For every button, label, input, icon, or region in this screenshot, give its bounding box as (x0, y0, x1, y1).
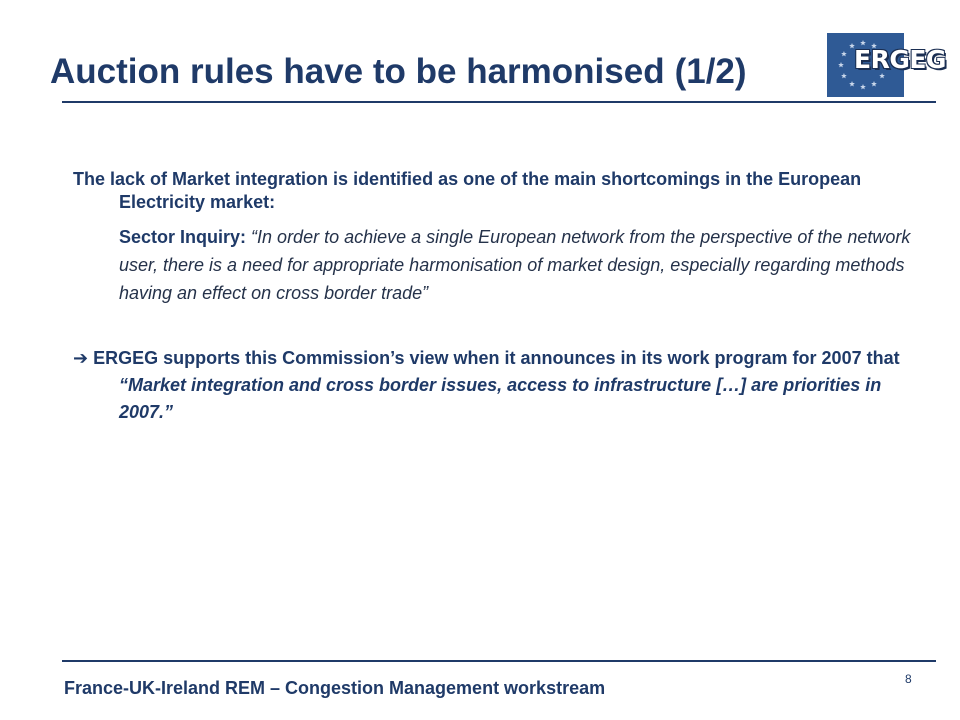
logo-star (849, 81, 855, 86)
footer-text: France-UK-Ireland REM – Congestion Management workstream (64, 678, 606, 698)
quote-text: “In order to achieve a single European network from the perspective of the network user, there is a need for appropriate harmonisation of market design, especially regarding methods having an effect on cross border trade” (119, 227, 911, 303)
logo-star (841, 73, 847, 78)
slide-content (73, 168, 933, 426)
arrow-right-icon: ➔ (73, 348, 89, 369)
logo-star (871, 81, 877, 86)
logo-star (860, 84, 866, 89)
support-text: ERGEG supports this Commission’s view when it announces in its work program for 2007 that (88, 348, 900, 368)
slide-title (50, 50, 747, 94)
ergeg-support-paragraph (73, 345, 933, 426)
page-number: 8 (905, 672, 912, 686)
logo-star (841, 51, 847, 56)
footer-divider (62, 660, 936, 662)
title-main: Auction rules have to be harmonised (50, 52, 665, 91)
sector-inquiry-quote (73, 223, 933, 307)
intro-paragraph: The lack of Market integration is identified as one of the main shortcomings in the European Electricity market: (73, 169, 862, 212)
support-quote: “Market integration and cross border issues, access to infrastructure […] are priorities in 2007.” (119, 375, 882, 422)
logo-text: ERGEG (854, 45, 946, 74)
quote-label: Sector Inquiry: (119, 227, 247, 247)
title-divider (62, 101, 936, 103)
ergeg-logo (827, 33, 946, 97)
title-suffix: (1/2) (674, 52, 747, 91)
logo-star (838, 62, 844, 67)
